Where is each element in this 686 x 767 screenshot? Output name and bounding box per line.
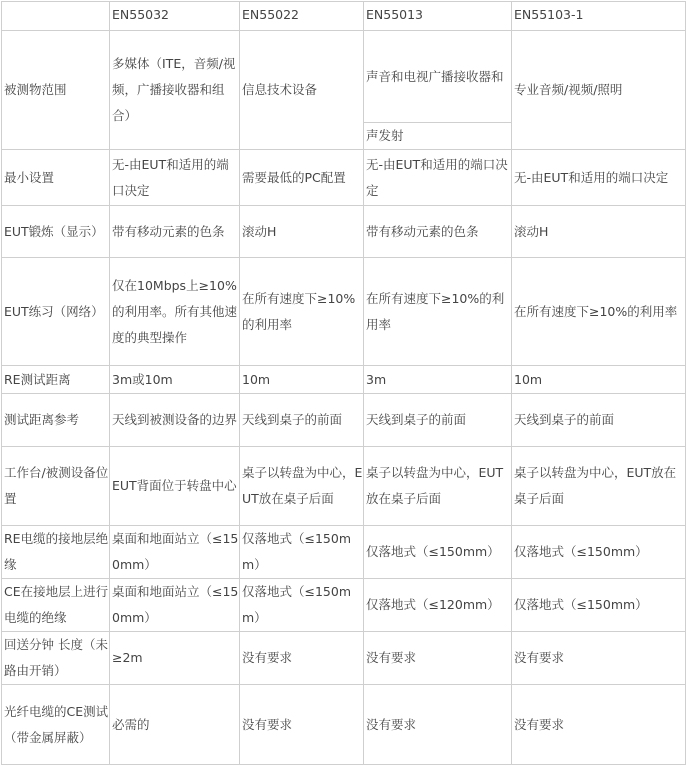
table-cell: 仅落地式（≤150mm）	[240, 526, 364, 579]
table-cell: 桌子以转盘为中心，EUT放在桌子后面	[240, 447, 364, 526]
table-cell: 仅落地式（≤150mm）	[364, 526, 512, 579]
row-label: 工作台/被测设备位置	[2, 447, 110, 526]
table-cell: 桌子以转盘为中心，EUT放在桌子后面	[364, 447, 512, 526]
row-label: EUT练习（网络）	[2, 258, 110, 366]
table-cell: 仅落地式（≤150mm）	[240, 579, 364, 632]
row-label: 回送分钟 长度（未路由开销）	[2, 632, 110, 685]
table-cell: 无-由EUT和适用的端口决定	[512, 150, 686, 206]
row-label: 被测物范围	[2, 31, 110, 150]
table-cell: 没有要求	[240, 632, 364, 685]
table-cell: 仅落地式（≤150mm）	[512, 526, 686, 579]
table-cell: 3m或10m	[110, 366, 240, 394]
row-label: CE在接地层上进行电缆的绝缘	[2, 579, 110, 632]
table-cell: 仅在10Mbps上≥10%的利用率。所有其他速度的典型操作	[110, 258, 240, 366]
table-cell: 天线到被测设备的边界	[110, 394, 240, 447]
table-cell: 3m	[364, 366, 512, 394]
table-cell: 没有要求	[240, 685, 364, 765]
table-cell: 桌面和地面站立（≤150mm）	[110, 579, 240, 632]
row-label: 光纤电缆的CE测试（带金属屏蔽）	[2, 685, 110, 765]
table-cell: 天线到桌子的前面	[512, 394, 686, 447]
table-cell: ≥2m	[110, 632, 240, 685]
table-cell: 需要最低的PC配置	[240, 150, 364, 206]
table-cell: 专业音频/视频/照明	[512, 31, 686, 150]
table-cell: 10m	[240, 366, 364, 394]
header-row	[2, 2, 686, 31]
table-cell: 无-由EUT和适用的端口决定	[110, 150, 240, 206]
table-row	[2, 394, 686, 447]
table-cell: 天线到桌子的前面	[240, 394, 364, 447]
table-row	[2, 150, 686, 206]
table-cell: 无-由EUT和适用的端口决定	[364, 150, 512, 206]
table-cell: 滚动H	[512, 206, 686, 258]
table-cell: 带有移动元素的色条	[110, 206, 240, 258]
table-row	[2, 31, 686, 123]
header-cell-empty	[2, 2, 110, 31]
table-row	[2, 447, 686, 526]
table-cell: 仅落地式（≤150mm）	[512, 579, 686, 632]
row-label: EUT锻炼（显示）	[2, 206, 110, 258]
table-row	[2, 258, 686, 366]
table-cell: 在所有速度下≥10%的利用率	[364, 258, 512, 366]
table-cell: 没有要求	[512, 685, 686, 765]
row-label: 最小设置	[2, 150, 110, 206]
table-cell: 声发射	[364, 123, 512, 150]
table-row	[2, 526, 686, 579]
table-cell: 在所有速度下≥10%的利用率	[240, 258, 364, 366]
header-cell-en55013: EN55013	[364, 2, 512, 31]
table-cell: 没有要求	[512, 632, 686, 685]
table-cell: 信息技术设备	[240, 31, 364, 150]
table-row	[2, 366, 686, 394]
table-cell: 没有要求	[364, 632, 512, 685]
header-cell-en55103-1: EN55103-1	[512, 2, 686, 31]
table-cell: 桌子以转盘为中心，EUT放在桌子后面	[512, 447, 686, 526]
table-cell: 没有要求	[364, 685, 512, 765]
header-cell-en55032: EN55032	[110, 2, 240, 31]
table-cell: 10m	[512, 366, 686, 394]
table-cell: 声音和电视广播接收器和	[364, 31, 512, 123]
row-label: RE电缆的接地层绝缘	[2, 526, 110, 579]
table-cell: 桌面和地面站立（≤150mm）	[110, 526, 240, 579]
table-cell: 在所有速度下≥10%的利用率	[512, 258, 686, 366]
table-cell: 多媒体（ITE，音频/视频，广播接收器和组合）	[110, 31, 240, 150]
row-label: 测试距离参考	[2, 394, 110, 447]
table-cell: 天线到桌子的前面	[364, 394, 512, 447]
comparison-table	[1, 1, 686, 765]
table-cell: 带有移动元素的色条	[364, 206, 512, 258]
table-row	[2, 632, 686, 685]
table-cell: 滚动H	[240, 206, 364, 258]
table-cell: EUT背面位于转盘中心	[110, 447, 240, 526]
header-cell-en55022: EN55022	[240, 2, 364, 31]
table-row	[2, 685, 686, 765]
table-cell: 必需的	[110, 685, 240, 765]
table-cell: 仅落地式（≤120mm）	[364, 579, 512, 632]
row-label: RE测试距离	[2, 366, 110, 394]
table-row	[2, 206, 686, 258]
table-row	[2, 579, 686, 632]
